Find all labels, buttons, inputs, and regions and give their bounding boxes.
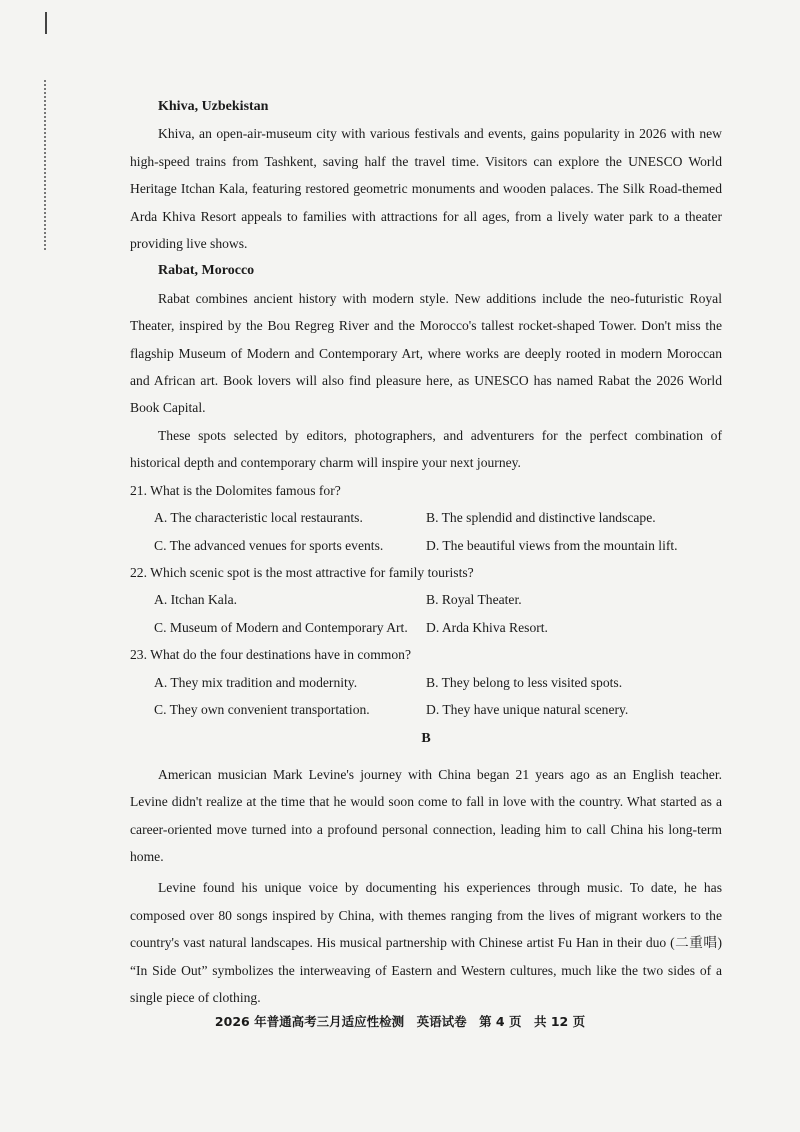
binding-margin-marks <box>44 80 50 250</box>
section-b-label: B <box>421 731 431 747</box>
question-stem: 23. What do the four destinations have in common? <box>130 647 412 663</box>
rabat-paragraph: Rabat combines ancient history with modern style. New additions include the neo-futuristic Royal Theater, inspired by the Bou Regreg River and the Morocco's tallest rocket-shaped Tower. Don't miss the flagship Museum of Modern and Contemporary Art, where works are deeply rooted in modern Moroccan and African art. Book lovers will also find pleasure here, as UNESCO has named Rabat the 2026 World Book Capital. <box>130 290 722 416</box>
question-stem: 22. Which scenic spot is the most attractive for family tourists? <box>130 564 474 580</box>
answer-options <box>130 504 722 559</box>
khiva-paragraph: Khiva, an open-air-museum city with various festivals and events, gains popularity in 2026 with new high-speed trains from Tashkent, saving half the travel time. Visitors can explore the UNESCO World Heritage Itchan Kala, featuring restored geometric monuments and wooden palaces. The Silk Road-themed Arda Khiva Resort appeals to families with attractions for all ages, from a lively water park to a theater providing live shows. <box>130 126 722 252</box>
option-d: D. The beautiful views from the mountain lift. <box>426 537 678 553</box>
question-stem: 21. What is the Dolomites famous for? <box>130 482 341 498</box>
page-footer: 2026 年普通高考三月适应性检测 英语试卷 第 4 页 共 12 页 <box>214 1014 586 1029</box>
rabat-heading: Rabat, Morocco <box>158 263 255 279</box>
option-d: D. They have unique natural scenery. <box>426 701 629 717</box>
option-b: B. They belong to less visited spots. <box>426 674 623 690</box>
question-23 <box>130 641 722 723</box>
levine-paragraph-2: Levine found his unique voice by documenting his experiences through music. To date, he has composed over 80 songs inspired by China, with themes ranging from the lives of migrant workers to the country's vast natural landscapes. His musical partnership with Chinese artist Fu Han in their duo (二重唱) “In Side Out” symbolizes the interweaving of Eastern and Western cultures, much like the two sides of a single piece of clothing. <box>130 880 722 1005</box>
question-21 <box>130 477 722 559</box>
answer-options <box>130 669 722 724</box>
option-c: C. Museum of Modern and Contemporary Art. <box>154 619 408 635</box>
closing-paragraph: These spots selected by editors, photographers, and adventurers for the perfect combination of historical depth and contemporary charm will inspire your next journey. <box>130 427 722 471</box>
option-a: A. They mix tradition and modernity. <box>154 674 358 690</box>
option-a: A. The characteristic local restaurants. <box>154 510 363 526</box>
levine-paragraph-1: American musician Mark Levine's journey with China began 21 years ago as an English teacher. Levine didn't realize at the time that he would soon come to fall in love with the country. What started as a career-oriented move turned into a profound personal connection, leading him to call China his long-term home. <box>130 766 722 864</box>
option-b: B. Royal Theater. <box>426 592 522 608</box>
option-c: C. They own convenient transportation. <box>154 701 370 717</box>
question-22 <box>130 559 722 641</box>
answer-options <box>130 586 722 641</box>
khiva-heading: Khiva, Uzbekistan <box>158 99 269 114</box>
option-c: C. The advanced venues for sports events. <box>154 537 384 553</box>
option-b: B. The splendid and distinctive landscape. <box>426 510 656 526</box>
binding-line <box>45 12 47 34</box>
option-d: D. Arda Khiva Resort. <box>426 619 548 635</box>
option-a: A. Itchan Kala. <box>154 592 238 608</box>
exam-page <box>130 93 722 1011</box>
